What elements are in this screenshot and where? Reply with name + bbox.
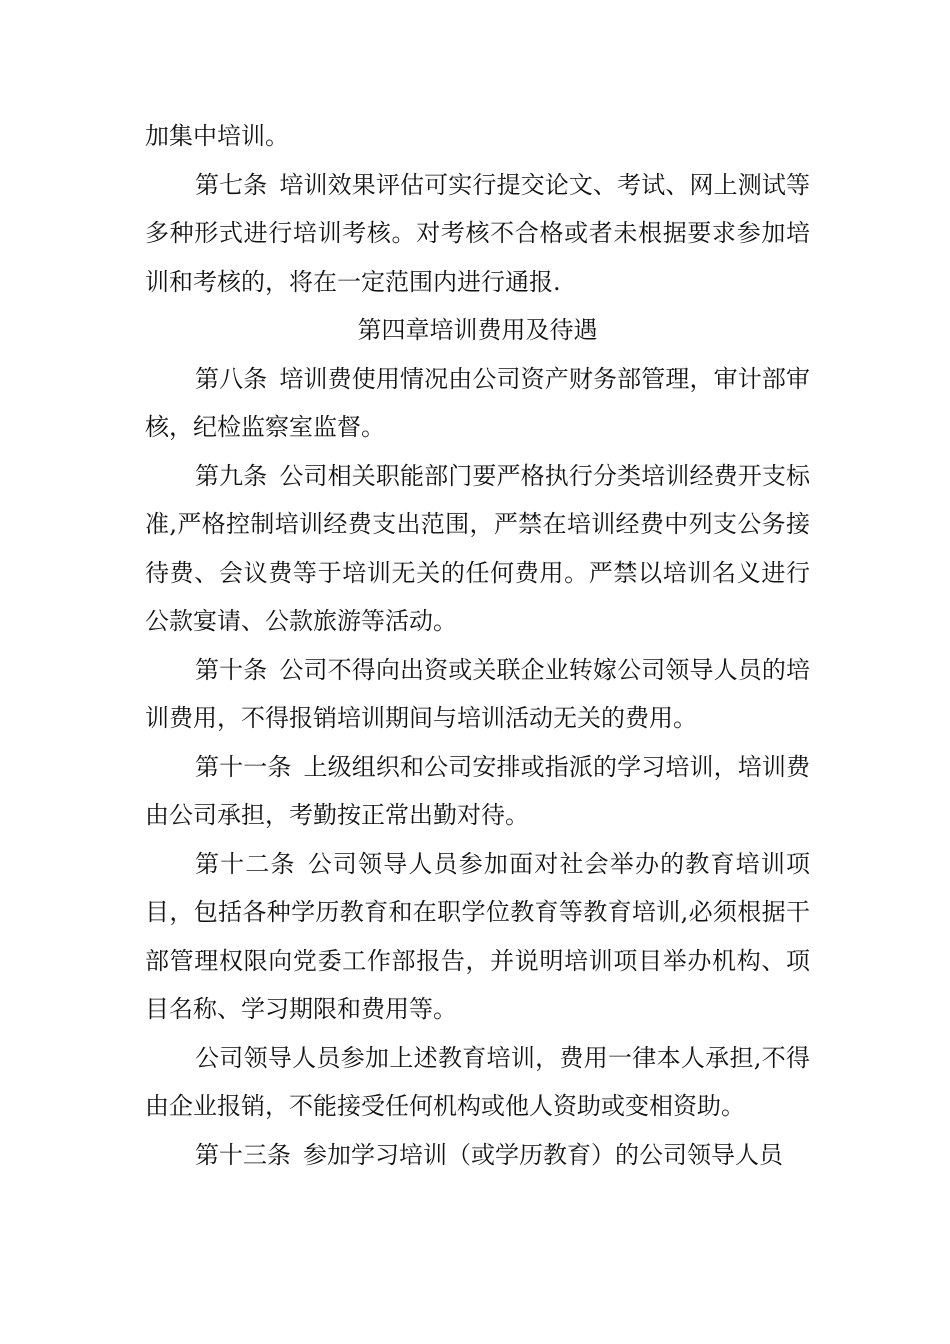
article-10 <box>145 646 810 743</box>
paragraph-text: 加集中培训。 <box>145 122 289 150</box>
article-number: 第七条 <box>195 170 268 199</box>
article-text: 培训费使用情况由公司资产财务部管理，审计部审核，纪检监察室监督。 <box>145 364 810 441</box>
article-text: 公司不得向出资或关联企业转嫁公司领导人员的培训费用，不得报销培训期间与培训活动无关的费用。 <box>145 655 810 732</box>
chapter-heading: 第四章培训费用及待遇 <box>357 316 598 344</box>
article-number: 第八条 <box>195 364 268 393</box>
article-12 <box>145 840 810 1034</box>
article-text: 公司领导人员参加面对社会举办的教育培训项目，包括各种学历教育和在职学位教育等教育培训,必须根据干部管理权限向党委工作部报告，并说明培训项目举办机构、项目名称、学习期限和费用等。 <box>145 849 811 1023</box>
article-number: 第十一条 <box>195 752 292 781</box>
article-number: 第十二条 <box>195 849 296 878</box>
article-number: 第九条 <box>195 461 268 490</box>
article-text: 培训效果评估可实行提交论文、考试、网上测试等多种形式进行培训考核。对考核不合格或者未根据要求参加培训和考核的，将在一定范围内进行通报. <box>145 170 810 296</box>
article-text: 上级组织和公司安排或指派的学习培训，培训费由公司承担，考勤按正常出勤对待。 <box>145 752 810 829</box>
article-7 <box>145 161 810 307</box>
article-number: 第十三条 <box>195 1140 291 1169</box>
article-9 <box>145 452 810 646</box>
paragraph-supplement <box>145 1034 810 1131</box>
article-text: 公司相关职能部门要严格执行分类培训经费开支标准,严格控制培训经费支出范围，严禁在培训经费中列支公务接待费、会议费等于培训无关的任何费用。严禁以培训名义进行公款宴请、公款旅游等活动。 <box>145 461 810 635</box>
paragraph-text: 公司领导人员参加上述教育培训，费用一律本人承担,不得由企业报销，不能接受任何机构或他人资助或变相资助。 <box>145 1043 810 1120</box>
paragraph-continuation <box>145 112 810 161</box>
article-text: 参加学习培训（或学历教育）的公司领导人员 <box>303 1140 783 1169</box>
article-8 <box>145 355 810 452</box>
document-body <box>145 112 810 1179</box>
article-11 <box>145 743 810 840</box>
article-number: 第十条 <box>195 655 268 684</box>
article-13 <box>145 1131 810 1180</box>
